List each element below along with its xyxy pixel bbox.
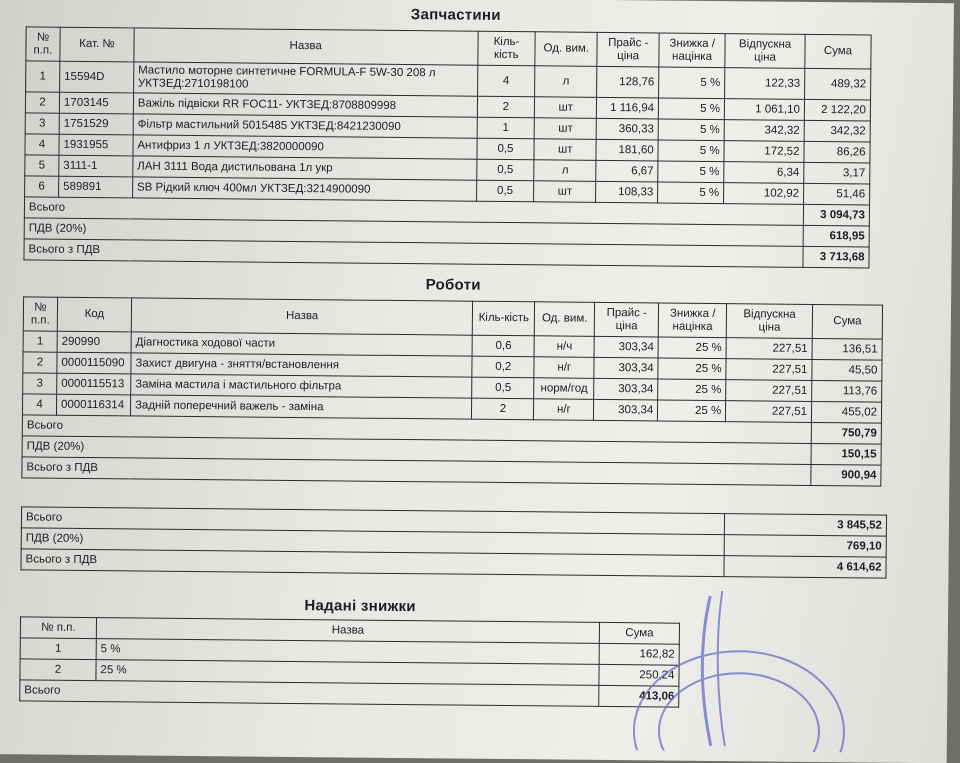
discounts-total-label: Всього [20, 680, 599, 707]
cat-no: 1751529 [59, 113, 133, 135]
row-number: 2 [20, 659, 96, 681]
cat-no: 1931955 [59, 134, 133, 156]
sum: 51,46 [804, 183, 870, 205]
sale-price: 102,92 [724, 183, 804, 205]
work-code: 0000115090 [57, 352, 131, 374]
parts-section-title: Запчастини [410, 6, 501, 24]
parts-vat-value: 618,95 [803, 225, 869, 247]
discount: 5 % [659, 98, 725, 120]
list-price: 181,60 [596, 139, 658, 161]
works-grand-label: Всього з ПДВ [22, 457, 811, 486]
sale-price: 6,34 [724, 162, 804, 184]
col-header-sum: Сума [599, 622, 679, 644]
row-number: 1 [23, 331, 57, 352]
work-code: 0000115513 [57, 373, 131, 395]
row-number: 4 [22, 394, 56, 415]
unit: н/г [534, 357, 594, 379]
unit: шт [535, 118, 597, 140]
parts-grand-value: 3 713,68 [803, 246, 869, 268]
sale-price: 1 061,10 [724, 99, 804, 121]
col-header-list-price: Прайс - ціна [595, 302, 659, 337]
sale-price: 227,51 [726, 338, 812, 360]
summary-grand-value: 4 614,62 [724, 556, 886, 579]
sale-price: 342,32 [724, 120, 804, 142]
discount: 25 % [658, 400, 726, 422]
quantity: 1 [477, 117, 535, 139]
works-table [21, 296, 883, 486]
discount: 5 % [658, 182, 724, 204]
list-price: 6,67 [596, 160, 658, 182]
discounts-total-value: 413,06 [599, 685, 679, 707]
sum: 86,26 [804, 141, 870, 163]
sum: 136,51 [812, 338, 882, 360]
summary-grand-label: Всього з ПДВ [21, 549, 724, 577]
list-price: 1 116,94 [597, 97, 659, 119]
col-header-sum: Сума [812, 304, 882, 339]
discount: 5 % [659, 67, 725, 99]
cat-no: 15594D [60, 61, 134, 93]
col-header-qty: Кіль-кість [477, 31, 535, 66]
col-header-discount: Знижка / націнка [659, 33, 725, 68]
discounts-table [19, 616, 680, 707]
parts-grand-label: Всього з ПДВ [24, 239, 803, 267]
col-header-number: № п.п. [20, 617, 96, 639]
item-name: SB Рідкий ключ 400мл УКТЗЕД:3214900090 [132, 177, 476, 201]
works-total-value: 750,79 [811, 422, 881, 444]
quantity: 0,2 [472, 356, 534, 378]
discount: 5 % [658, 161, 724, 183]
sum: 45,50 [812, 359, 882, 381]
item-name: Антифриз 1 л УКТЗЕД:3820000090 [133, 135, 477, 159]
parts-total-label: Всього [24, 197, 803, 225]
summary-vat-label: ПДВ (20%) [21, 528, 724, 556]
work-code: 0000116314 [56, 394, 130, 416]
col-header-cat-no: Кат. № [60, 27, 134, 62]
unit: шт [534, 181, 596, 203]
col-header-list-price: Прайс - ціна [597, 32, 659, 67]
unit: шт [534, 139, 596, 161]
sale-price: 227,51 [726, 380, 812, 402]
quantity: 0,5 [476, 159, 534, 181]
summary-vat-value: 769,10 [724, 535, 886, 558]
unit: л [534, 160, 596, 182]
sum: 3,17 [804, 162, 870, 184]
row-number: 1 [20, 638, 96, 660]
row-number: 5 [25, 155, 59, 176]
work-name: Задній поперечний важель - заміна [130, 395, 472, 419]
discount-sum: 250,24 [599, 664, 679, 686]
row-number: 2 [25, 92, 59, 113]
discount: 25 % [658, 358, 726, 380]
col-header-unit: Од. вим. [535, 32, 597, 67]
col-header-name: Назва [134, 28, 478, 65]
row-number: 1 [26, 61, 60, 92]
discount: 25 % [658, 379, 726, 401]
works-grand-value: 900,94 [811, 464, 881, 486]
discount-name: 25 % [96, 660, 599, 686]
discount-name: 5 % [96, 639, 599, 665]
summary-total-value: 3 845,52 [724, 514, 886, 537]
quantity: 0,5 [476, 138, 534, 160]
cat-no: 3111-1 [59, 155, 133, 177]
work-name: Заміна мастила і мастильного фільтра [131, 374, 473, 398]
list-price: 303,34 [594, 378, 658, 400]
parts-vat-label: ПДВ (20%) [24, 218, 803, 246]
discount: 5 % [658, 119, 724, 141]
quantity: 2 [472, 398, 534, 420]
unit: н/ч [534, 336, 594, 358]
unit: шт [535, 97, 597, 119]
work-name: Діагностика ходової части [131, 332, 473, 356]
parts-total-value: 3 094,73 [803, 204, 869, 226]
works-total-label: Всього [22, 415, 811, 444]
sale-price: 227,51 [726, 401, 812, 423]
sale-price: 227,51 [726, 359, 812, 381]
col-header-sale-price: Відпускна ціна [725, 34, 805, 69]
works-vat-label: ПДВ (20%) [22, 436, 811, 465]
summary-table [20, 506, 887, 578]
discount-sum: 162,82 [599, 643, 679, 665]
col-header-name: Назва [131, 298, 473, 335]
col-header-sum: Сума [805, 34, 871, 69]
quantity: 4 [477, 65, 535, 97]
sale-price: 172,52 [724, 141, 804, 163]
list-price: 128,76 [597, 66, 659, 98]
col-header-name: Назва [96, 618, 599, 644]
works-vat-value: 150,15 [811, 443, 881, 465]
list-price: 360,33 [596, 118, 658, 140]
sum: 113,76 [812, 380, 882, 402]
unit: норм/год [534, 378, 594, 400]
row-number: 4 [25, 134, 59, 155]
cat-no: 589891 [59, 176, 133, 198]
parts-table [23, 26, 871, 268]
sum: 455,02 [811, 401, 881, 423]
col-header-number: № п.п. [23, 297, 57, 331]
col-header-sale-price: Відпускна ціна [726, 304, 812, 339]
company-stamp [599, 580, 851, 752]
col-header-unit: Од. вим. [535, 302, 595, 337]
list-price: 108,33 [596, 181, 658, 203]
sale-price: 122,33 [725, 68, 805, 100]
list-price: 303,34 [594, 399, 658, 421]
item-name: Важіль підвіски RR FOC11- УКТЗЕД:8708809998 [133, 93, 477, 117]
unit: л [535, 66, 597, 98]
item-name: ЛАН 3111 Вода дистильована 1л укр [133, 156, 477, 180]
work-code: 290990 [57, 331, 131, 353]
list-price: 303,34 [594, 357, 658, 379]
col-header-qty: Кіль-кість [473, 301, 535, 336]
row-number: 3 [25, 113, 59, 134]
col-header-number: № п.п. [26, 27, 60, 61]
work-name: Захист двигуна - зняття/встановлення [131, 353, 473, 377]
sum: 2 122,20 [804, 99, 870, 121]
unit: н/г [534, 399, 594, 421]
discounts-section-title: Надані знижки [304, 597, 416, 616]
discount: 5 % [658, 140, 724, 162]
col-header-discount: Знижка / націнка [658, 303, 726, 338]
quantity: 0,6 [472, 335, 534, 357]
col-header-code: Код [57, 297, 131, 332]
quantity: 0,5 [476, 180, 534, 202]
row-number: 2 [23, 352, 57, 373]
row-number: 3 [23, 373, 57, 394]
sum: 489,32 [805, 68, 871, 100]
works-section-title: Роботи [425, 276, 481, 294]
sum: 342,32 [804, 120, 870, 142]
item-name: Фільтр мастильний 5015485 УКТЗЕД:8421230090 [133, 114, 477, 138]
cat-no: 1703145 [59, 92, 133, 114]
quantity: 2 [477, 96, 535, 118]
summary-total-label: Всього [21, 507, 724, 535]
quantity: 0,5 [472, 377, 534, 399]
discount: 25 % [658, 337, 726, 359]
list-price: 303,34 [594, 336, 658, 358]
row-number: 6 [25, 176, 59, 197]
item-name: Мастило моторне синтетичне FORMULA-F 5W-30 208 л УКТЗЕД:2710198100 [133, 62, 477, 96]
